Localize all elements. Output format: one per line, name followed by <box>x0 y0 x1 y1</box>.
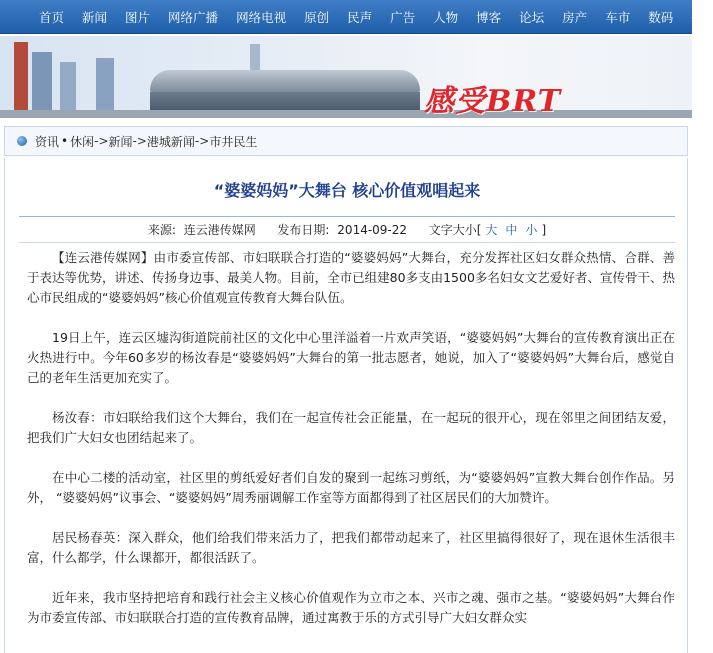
article-paragraph: 19日上午，连云区墟沟街道院前社区的文化中心里洋溢着一片欢声笑语，“婆婆妈妈”大舞台的宣传教育演出正在火热进行中。今年60多岁的杨汝春是“婆婆妈妈”大舞台的第一批志愿者，她说，加入了“婆婆妈妈”大舞台后，感觉自己的老年生活更加充实了。 <box>27 330 675 385</box>
font-size-small-link[interactable]: 小 <box>525 223 538 237</box>
breadcrumb-item-leisure[interactable]: 休闲 <box>70 134 95 149</box>
article-paragraph: 杨汝春：市妇联给我们这个大舞台，我们在一起宣传社会正能量，在一起玩的很开心，现在邻里之间团结友爱，把我们广大妇女也团结起来了。 <box>27 410 675 445</box>
banner-building <box>60 62 76 112</box>
breadcrumb-item-local-life[interactable]: 市井民生 <box>209 134 258 149</box>
nav-item <box>116 8 159 26</box>
nav-item <box>596 8 639 26</box>
nav-link[interactable]: 网络电视 <box>236 10 287 25</box>
breadcrumb-arrow-separator: -> <box>132 134 147 148</box>
nav-item <box>553 8 596 26</box>
breadcrumb-item-city-news[interactable]: 港城新闻 <box>146 134 195 149</box>
breadcrumb-arrow-separator: -> <box>94 134 109 148</box>
nav-link[interactable]: 原创 <box>304 10 330 25</box>
font-size-medium-link[interactable]: 中 <box>505 223 518 237</box>
nav-item <box>30 8 73 26</box>
article-body <box>27 248 675 648</box>
nav-link[interactable]: 论坛 <box>519 10 545 25</box>
article-meta <box>5 221 689 238</box>
nav-link[interactable]: 人物 <box>433 10 459 25</box>
top-nav-bar <box>0 0 704 34</box>
source-label: 来源: <box>147 223 176 237</box>
breadcrumb <box>4 126 688 156</box>
nav-link[interactable]: 车市 <box>605 10 631 25</box>
banner-building <box>32 52 52 112</box>
banner <box>0 36 692 118</box>
nav-link[interactable]: 健 <box>691 10 704 25</box>
banner-building <box>96 58 114 112</box>
nav-link[interactable]: 数码 <box>648 10 674 25</box>
breadcrumb-item-news[interactable]: 新闻 <box>108 134 133 149</box>
date-label: 发布日期: <box>277 223 330 237</box>
banner-building-red <box>14 42 28 112</box>
nav-link[interactable]: 新闻 <box>82 10 108 25</box>
font-size-large-link[interactable]: 大 <box>485 223 498 237</box>
nav-item <box>467 8 510 26</box>
nav-item <box>73 8 116 26</box>
date-value: 2014-09-22 <box>337 223 408 237</box>
nav-item <box>338 8 381 26</box>
breadcrumb-arrow-separator: -> <box>194 134 210 148</box>
nav-link[interactable]: 首页 <box>39 10 65 25</box>
nav-item <box>639 8 682 26</box>
article-paragraph: 居民杨春英：深入群众，他们给我们带来活力了，把我们都带动起来了，社区里搞得很好了，现在退休生活很丰富，什么都学，什么课都开，都很活跃了。 <box>27 530 675 565</box>
article-paragraph: 在中心二楼的活动室，社区里的剪纸爱好者们自发的聚到一起练习剪纸，为“婆婆妈妈”宣教大舞台创作作品。另外， “婆婆妈妈”议事会、“婆婆妈妈”周秀丽调解工作室等方面都得到了社区居民们的大加赞许。 <box>27 470 675 505</box>
nav-item <box>381 8 424 26</box>
banner-station-roof <box>150 70 420 92</box>
font-size-label: 文字大小[ <box>428 223 482 237</box>
nav-link[interactable]: 广告 <box>390 10 416 25</box>
nav-item <box>510 8 553 26</box>
font-size-close: ] <box>541 223 547 237</box>
nav-link[interactable]: 民声 <box>347 10 373 25</box>
nav-link[interactable]: 网络广播 <box>168 10 219 25</box>
banner-title: 感受BRT <box>424 84 562 119</box>
divider <box>19 242 675 243</box>
top-nav-list <box>0 0 704 34</box>
source-value: 连云港传媒网 <box>183 223 256 237</box>
nav-item <box>424 8 467 26</box>
banner-ground <box>0 110 692 118</box>
globe-icon <box>17 136 27 146</box>
article <box>4 158 688 653</box>
nav-item <box>159 8 227 26</box>
nav-item <box>295 8 338 26</box>
divider <box>19 216 675 217</box>
article-paragraph: 【连云港传媒网】由市委宣传部、市妇联联合打造的“婆婆妈妈”大舞台，充分发挥社区妇女群众热情、合群、善于表达等优势，讲述、传扬身边事、最美人物。目前，全市已组建80多支由1500多名妇女文艺爱好者、宣传骨干、热心市民组成的“婆婆妈妈”核心价值观宣传教育大舞台队伍。 <box>27 250 675 305</box>
nav-link[interactable]: 博客 <box>476 10 502 25</box>
nav-link[interactable]: 图片 <box>125 10 151 25</box>
nav-item <box>682 8 713 26</box>
nav-link[interactable]: 房产 <box>562 10 588 25</box>
article-paragraph: 近年来，我市坚持把培育和践行社会主义核心价值观作为立市之本、兴市之魂、强市之基。“婆婆妈妈”大舞台作为市委宣传部、市妇联联合打造的宣传教育品牌，通过寓教于乐的方式引导广大妇女群众实 <box>27 590 675 625</box>
nav-item <box>227 8 295 26</box>
article-title: “婆婆妈妈”大舞台 核心价值观唱起来 <box>213 181 481 200</box>
breadcrumb-dot-separator: • <box>61 134 69 148</box>
breadcrumb-item-news-home[interactable]: 资讯 <box>35 134 60 149</box>
